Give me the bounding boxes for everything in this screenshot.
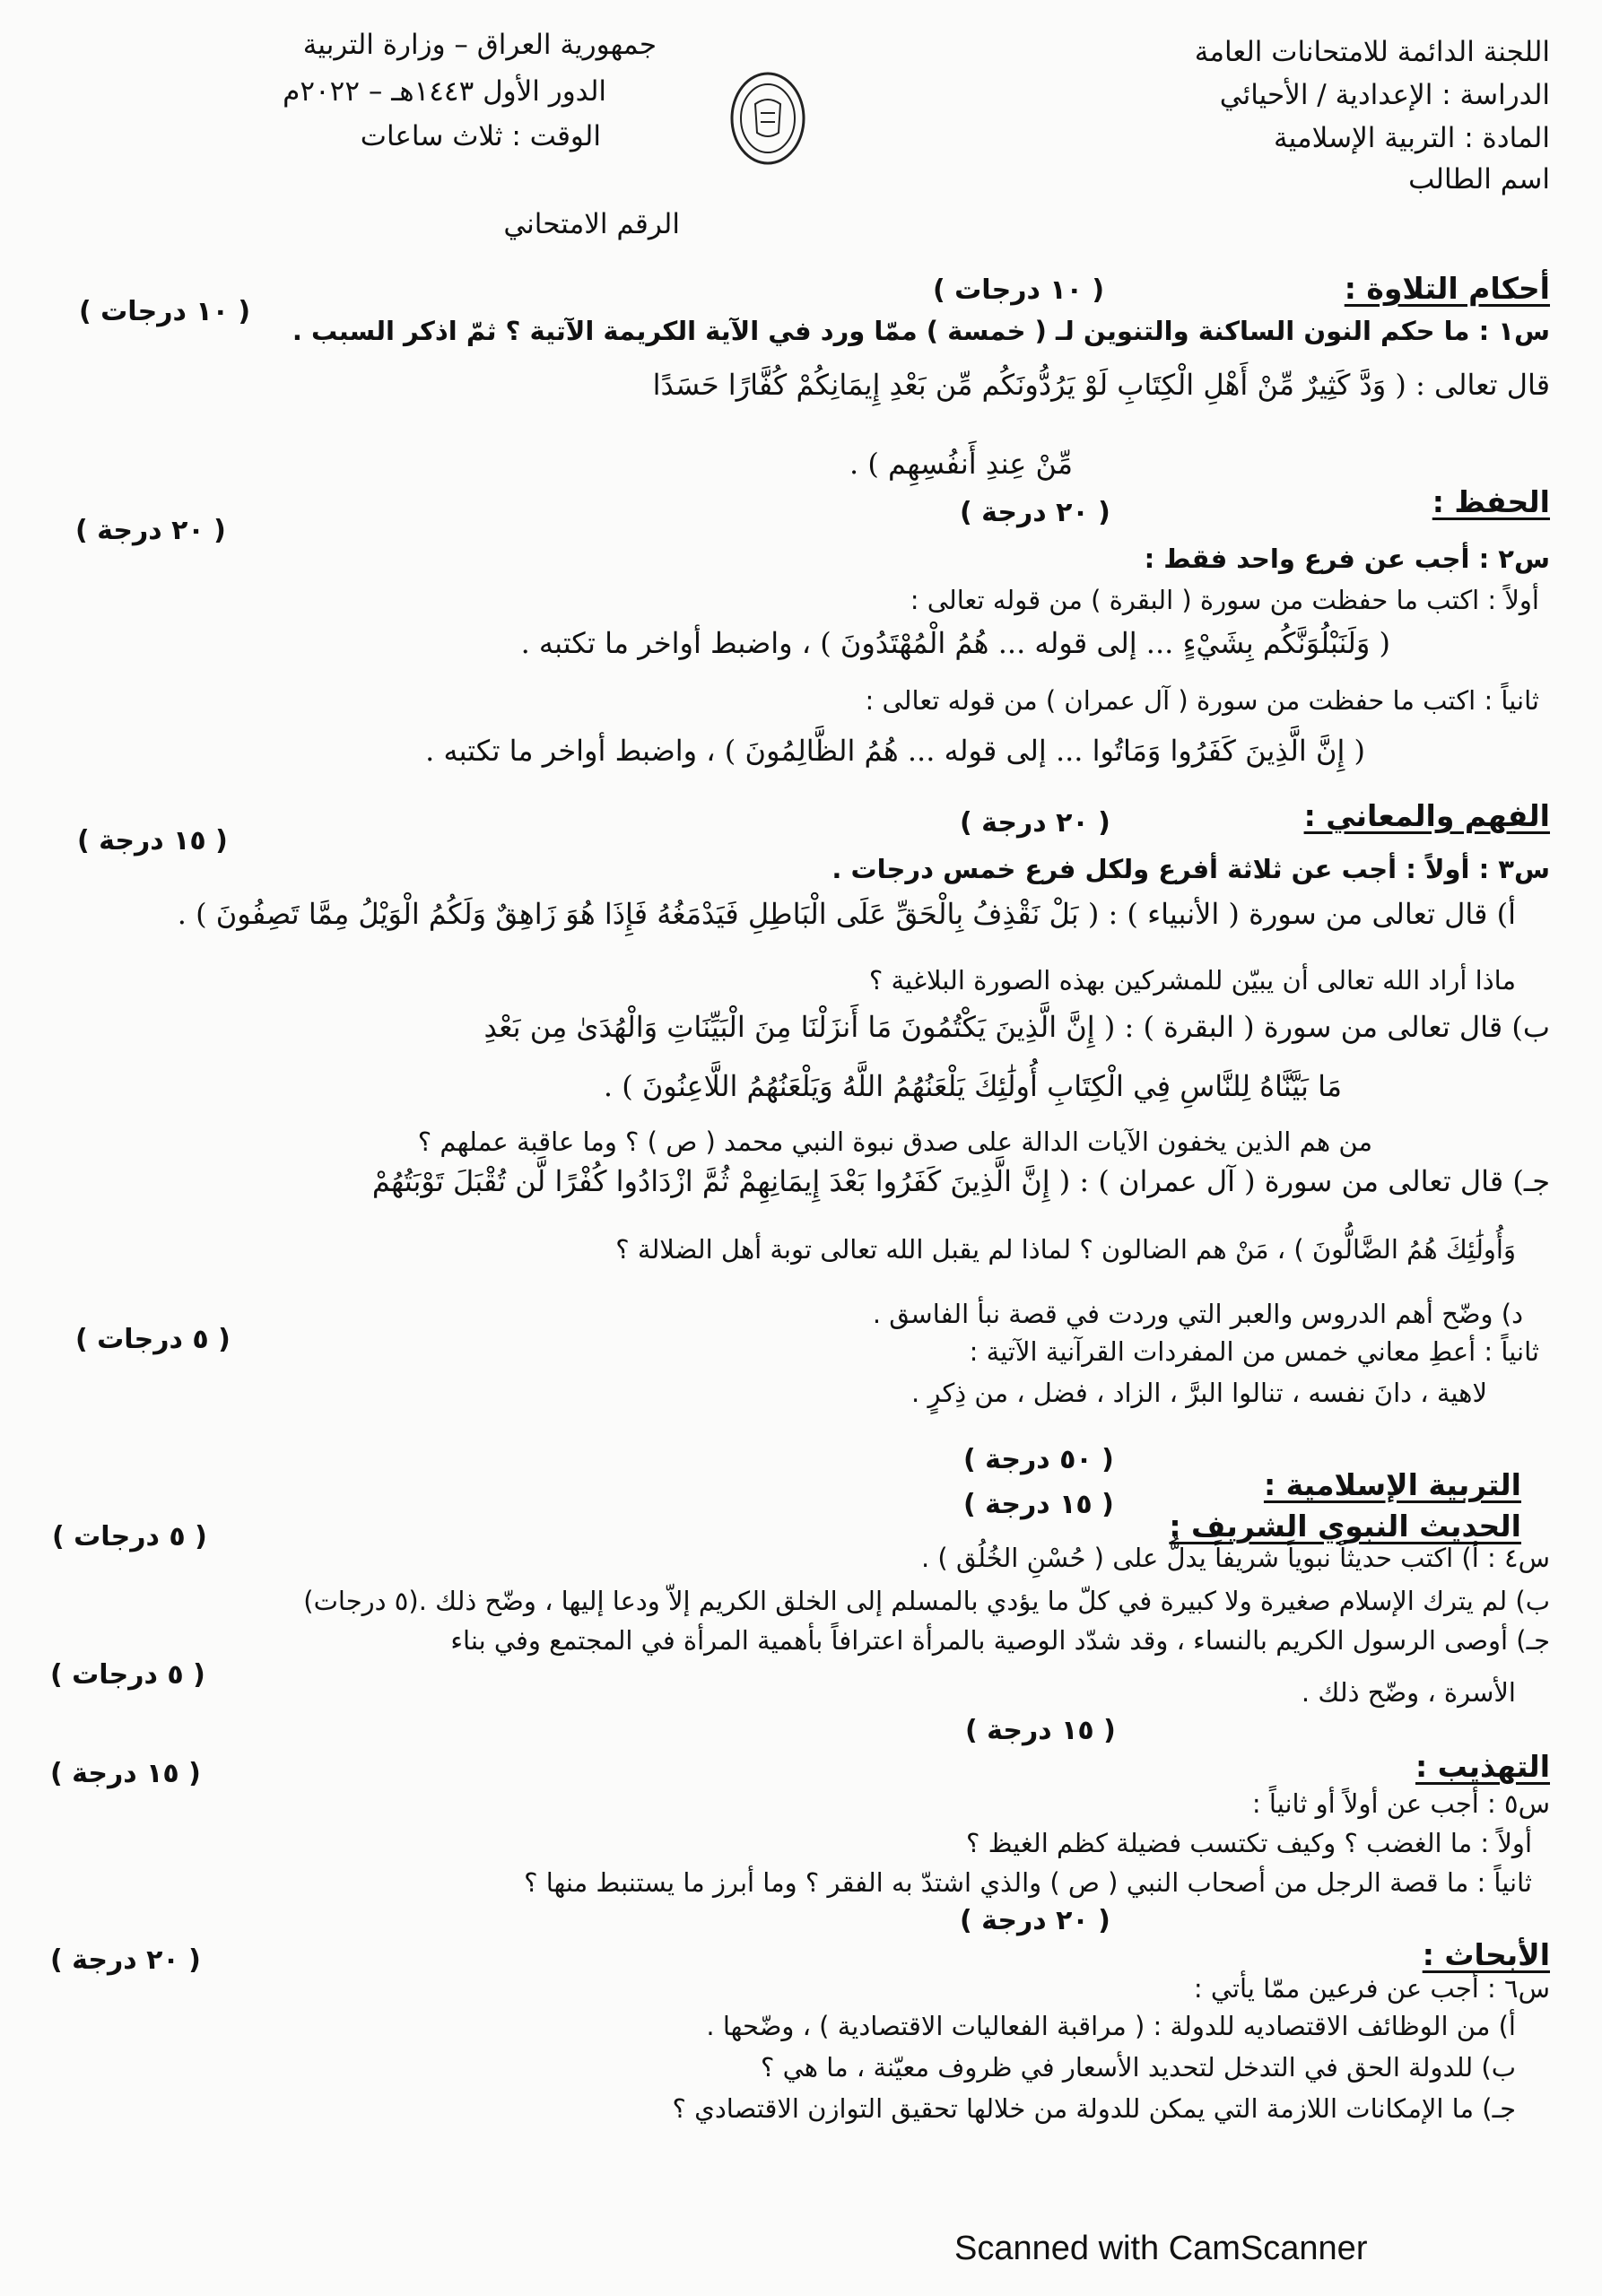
q3-second: ثانياً : أعطِ معاني خمس من المفردات القرآنية الآتية : (969, 1336, 1539, 1367)
section-research: الأبحاث : (1422, 1937, 1550, 1972)
q6-text: س٦ : أجب عن فرعين ممّا يأتي : (1193, 1973, 1550, 2004)
q5-text: س٥ : أجب عن أولاً أو ثانياً : (1251, 1788, 1550, 1819)
q3-b-question: من هم الذين يخفون الآيات الدالة على صدق نبوة النبي محمد ( ص ) ؟ وما عاقبة عملهم ؟ (417, 1126, 1372, 1157)
study-level: الدراسة : الإعدادية / الأحيائي (1219, 79, 1550, 111)
q4-a: س٤ : أ) اكتب حديثاً نبوياً شريفاً يدلُّ على ( حُسْنِ الخُلُق ) . (920, 1543, 1550, 1573)
q2-second: ثانياً : اكتب ما حفظت من سورة ( آل عمران ) من قوله تعالى : (865, 685, 1539, 716)
section-hifz: الحفظ : (1432, 484, 1550, 519)
committee-name: اللجنة الدائمة للامتحانات العامة (1194, 36, 1550, 68)
q1-text: س١ : ما حكم النون الساكنة والتنوين لـ ( خمسة ) ممّا ورد في الآية الكريمة الآتية ؟ ثمّ اذكر السبب . (292, 316, 1550, 346)
section-tahdheeb: التهذيب : (1415, 1749, 1550, 1784)
q3-text: س٣ : أولاً : أجب عن ثلاثة أفرع ولكل فرع خمس درجات . (831, 854, 1550, 884)
q3-b-line2: مَا بَيَّنَّاهُ لِلنَّاسِ فِي الْكِتَابِ أُولَٰئِكَ يَلْعَنُهُمُ اللَّهُ وَيَلْعَنُهُمُ اللَّاعِنُونَ ) . (603, 1069, 1342, 1103)
subject: المادة : التربية الإسلامية (1274, 122, 1550, 154)
section-hadith: الحديث النبوي الشريف : (1169, 1509, 1521, 1544)
q4-c-marks: ( ٥ درجات ) (50, 1659, 205, 1691)
section-islamic-education: التربية الإسلامية : (1263, 1467, 1521, 1502)
country-ministry: جمهورية العراق – وزارة التربية (302, 29, 657, 61)
q5-second: ثانياً : ما قصة الرجل من أصحاب النبي ( ص ) والذي اشتدّ به الفقر ؟ وما أبرز ما يستنبط منها ؟ (524, 1867, 1532, 1898)
q1-marks: ( ١٠ درجات ) (79, 296, 251, 327)
section-understanding-marks: ( ٢٠ درجة ) (960, 807, 1110, 839)
q2-second-verse: ( إِنَّ الَّذِينَ كَفَرُوا وَمَاتُوا ... إلى قوله ... هُمُ الظَّالِمُونَ ) ، واضبط أواخر ما تكتبه . (425, 734, 1365, 768)
q4-b: ب) لم يترك الإسلام صغيرة ولا كبيرة في كلّ ما يؤدي بالمسلم إلى الخلق الكريم إلاّ ودعا إليها ، وضّح ذلك .(٥ درجات) (303, 1586, 1550, 1616)
q6-a: أ) من الوظائف الاقتصاديه للدولة : ( مراقبة الفعاليات الاقتصادية ) ، وضّحها . (706, 2011, 1516, 2041)
q2-first-verse: ( وَلَنَبْلُوَنَّكُم بِشَيْءٍ ... إلى قوله ... هُمُ الْمُهْتَدُونَ ) ، واضبط أواخر ما تكتبه . (520, 626, 1390, 660)
section-tajweed: أحكام التلاوة : (1344, 271, 1550, 306)
exam-time: الوقت : ثلاث ساعات (360, 120, 601, 152)
q3-a-question: ماذا أراد الله تعالى أن يبيّن للمشركين بهذه الصورة البلاغية ؟ (868, 965, 1516, 996)
q6-marks: ( ٢٠ درجة ) (50, 1944, 201, 1976)
q4-c-line1: جـ) أوصى الرسول الكريم بالنساء ، وقد شدّد الوصية بالمرأة اعترافاً بأهمية المرأة في المجتمع وفي بناء (450, 1625, 1550, 1656)
exam-round-date: الدور الأول ١٤٤٣هـ – ٢٠٢٢م (283, 75, 606, 108)
q1-verse-line1: قال تعالى : ( وَدَّ كَثِيرٌ مِّنْ أَهْلِ الْكِتَابِ لَوْ يَرُدُّونَكُم مِّن بَعْدِ إِيمَانِكُمْ كُفَّارًا حَسَدًا (652, 368, 1550, 402)
ministry-seal-icon (728, 70, 807, 167)
q3-a: أ) قال تعالى من سورة ( الأنبياء ) : ( بَلْ نَقْذِفُ بِالْحَقِّ عَلَى الْبَاطِلِ فَيَدْمَغُهُ فَإِذَا هُوَ زَاهِقٌ وَلَكُمُ الْوَيْلُ مِمَّا تَصِفُونَ ) . (177, 897, 1516, 931)
q1-verse-line2: مِّنْ عِندِ أَنفُسِهِم ) . (849, 447, 1073, 481)
section-hadith-marks: ( ١٥ درجة ) (963, 1489, 1114, 1520)
section-hifz-marks: ( ٢٠ درجة ) (960, 497, 1110, 528)
section-understanding: الفهم والمعاني : (1303, 798, 1550, 833)
q6-b: ب) للدولة الحق في التدخل لتحديد الأسعار في ظروف معيّنة ، ما هي ؟ (761, 2052, 1516, 2083)
section-research-marks: ( ٢٠ درجة ) (960, 1905, 1110, 1936)
q2-first: أولاً : اكتب ما حفظت من سورة ( البقرة ) من قوله تعالى : (910, 585, 1539, 615)
q6-c: جـ) ما الإمكانات اللازمة التي يمكن للدولة من خلالها تحقيق التوازن الاقتصادي ؟ (672, 2093, 1516, 2124)
q5-marks: ( ١٥ درجة ) (50, 1758, 201, 1789)
q2-marks: ( ٢٠ درجة ) (75, 515, 226, 546)
section-tajweed-marks: ( ١٠ درجات ) (933, 274, 1105, 306)
scanner-watermark: Scanned with CamScanner (954, 2230, 1368, 2267)
q2-text: س٢ : أجب عن فرع واحد فقط : (1144, 544, 1550, 574)
q3-words: لاهية ، دانَ نفسه ، تنالوا البرَّ ، الزاد ، فضل ، من ذِكرٍ . (911, 1378, 1487, 1408)
q3-c-line1: جـ) قال تعالى من سورة ( آل عمران ) : ( إِنَّ الَّذِينَ كَفَرُوا بَعْدَ إِيمَانِهِمْ ثُمَّ ازْدَادُوا كُفْرًا لَّن تُقْبَلَ تَوْبَتُهُمْ (371, 1164, 1550, 1198)
q3-second-marks: ( ٥ درجات ) (75, 1324, 231, 1355)
q3-marks: ( ١٥ درجة ) (77, 825, 228, 857)
section-tahdheeb-marks: ( ١٥ درجة ) (965, 1715, 1116, 1746)
q5-first: أولاً : ما الغضب ؟ وكيف تكتسب فضيلة كظم الغيظ ؟ (966, 1828, 1532, 1858)
student-name-label: اسم الطالب (1408, 163, 1550, 196)
q3-d: د) وضّح أهم الدروس والعبر التي وردت في قصة نبأ الفاسق . (872, 1299, 1523, 1329)
q3-b-line1: ب) قال تعالى من سورة ( البقرة ) : ( إِنَّ الَّذِينَ يَكْتُمُونَ مَا أَنزَلْنَا مِنَ الْبَيِّنَاتِ وَالْهُدَىٰ مِن بَعْدِ (483, 1010, 1550, 1044)
section-islamic-education-marks: ( ٥٠ درجة ) (963, 1444, 1114, 1475)
q4-a-marks: ( ٥ درجات ) (52, 1521, 207, 1552)
q3-c-line2: وَأُولَٰئِكَ هُمُ الضَّالُّونَ ) ، مَنْ هم الضالون ؟ لماذا لم يقبل الله تعالى توبة أهل الضلالة ؟ (615, 1234, 1516, 1265)
q4-c-line2: الأسرة ، وضّح ذلك . (1301, 1677, 1516, 1708)
exam-number-label: الرقم الامتحاني (503, 208, 680, 240)
